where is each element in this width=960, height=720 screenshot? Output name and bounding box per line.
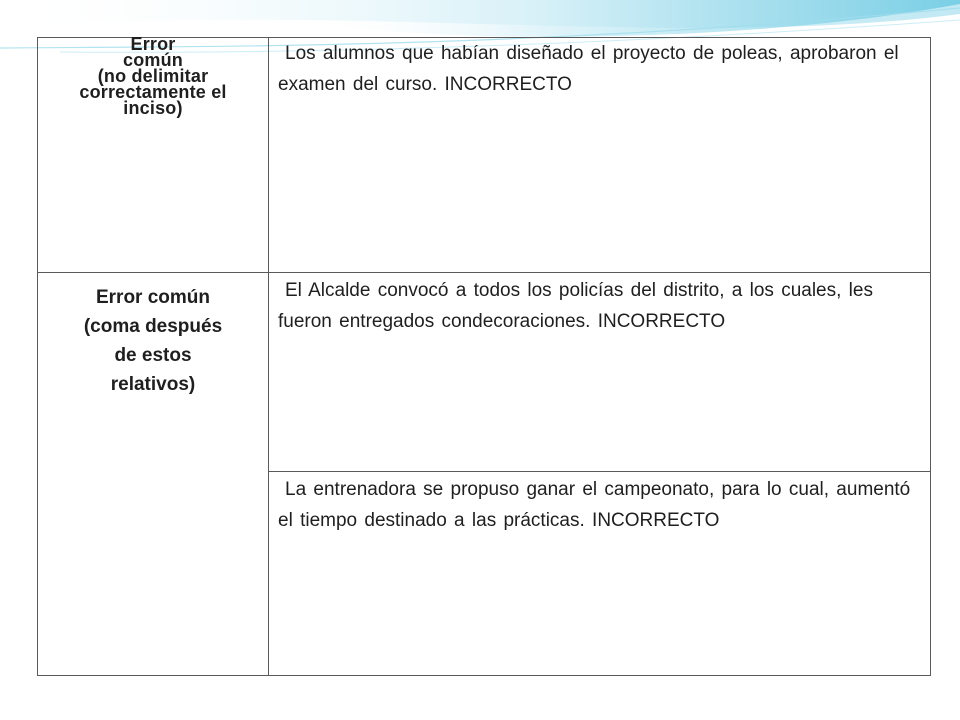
example-text-1 [269,38,930,100]
label-line: (coma después [83,316,223,337]
label-line: Error común [95,287,211,308]
content-table [37,34,931,676]
label-line: correctamente el [79,82,227,102]
example-cell [269,273,931,472]
label-error-comun-1 [38,36,268,116]
wave-band-main [300,0,960,37]
example-sentence: La entrenadora se propuso ganar el campeonato, para lo cual, aumentó el tiempo destinado a las prácticas. INCORRECTO [278,479,911,531]
example-cell [269,472,931,676]
example-text-2 [269,273,930,337]
label-cell [38,273,269,676]
label-cell [38,34,269,273]
example-sentence: Los alumnos que habían diseñado el proyecto de poleas, aprobaron el examen del curso. INCORRECTO [278,43,899,95]
label-line: (no delimitar [97,66,209,86]
label-line: común [122,50,183,70]
label-error-comun-2 [38,273,268,399]
wave-band-top [0,0,960,28]
label-line: relativos) [110,374,196,395]
label-line: inciso) [123,98,183,118]
example-sentence: El Alcalde convocó a todos los policías del distrito, a los cuales, les fueron entregados condecoraciones. INCORRECTO [278,280,873,332]
example-text-3 [269,472,930,536]
label-line: de estos [114,345,192,366]
example-cell [269,38,931,273]
table-row [38,273,931,472]
label-line: Error [130,34,176,54]
table-row [38,38,931,273]
